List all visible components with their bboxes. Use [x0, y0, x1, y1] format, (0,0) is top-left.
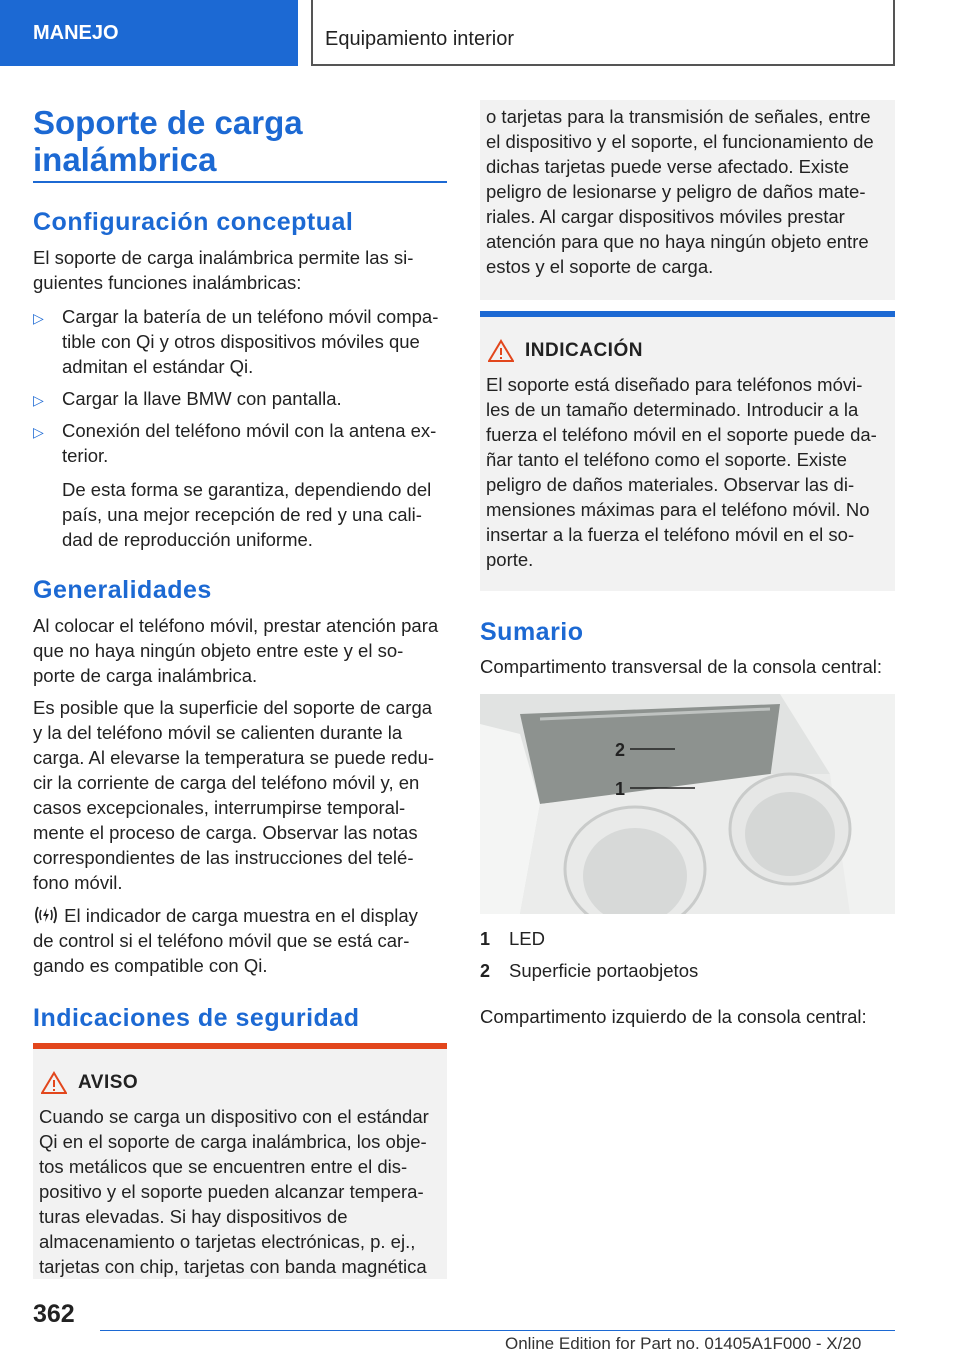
legend-label: Superficie portaobjetos: [509, 960, 699, 981]
bullet-triangle-icon: ▷: [33, 424, 44, 440]
general-paragraph-3: El indicador de carga muestra en el display de control si el teléfono móvil que se está car- gando es compatible con Qi.: [33, 905, 418, 976]
config-intro: El soporte de carga inalámbrica permite las si- guientes funciones inalámbricas:: [33, 247, 414, 293]
title-rule: [33, 181, 447, 183]
callout-2: 2: [615, 740, 626, 760]
warning-text-continued: o tarjetas para la transmisión de señales, entre el dispositivo y el soporte, el funcionamiento de dichas tarjetas puede verse afectado. Existe peligro de lesionarse y peligro de daños mate- riales. Al cargar dispositivos móviles prestar atención para que no haya ningún objeto entre estos y el soporte de carga.: [486, 106, 874, 277]
legend-label: LED: [509, 928, 545, 949]
warning-box-continued: [480, 100, 895, 300]
warning-bar: [33, 1043, 447, 1049]
wireless-charging-icon: [33, 905, 59, 925]
general-paragraph-2: Es posible que la superficie del soporte de carga y la del teléfono móvil se calienten durante la carga. Al elevarse la temperatura se puede redu- cir la corriente de carga del teléfono móvil y, en casos excepcionales, interrumpirse temporal- mente el proceso de carga. Observar las notas correspondientes de las instrucciones del telé- fono móvil.: [33, 697, 435, 893]
list-item: Cargar la batería de un teléfono móvil compa- tible con Qi y otros dispositivos móviles que admitan el estándar Qi.: [62, 306, 439, 377]
summary-caption-1: Compartimento transversal de la consola central:: [480, 656, 883, 677]
chapter-title: Equipamiento interior: [325, 28, 514, 50]
page-number: 362: [33, 1300, 75, 1328]
section-heading-config: Configuración conceptual: [33, 208, 354, 236]
note-label: INDICACIÓN: [525, 340, 643, 361]
header-divider: [311, 0, 313, 66]
section-heading-general: Generalidades: [33, 576, 212, 604]
section-tab: MANEJO: [0, 0, 298, 66]
console-photo: [480, 694, 895, 914]
header-divider: [893, 0, 895, 66]
note-text: El soporte está diseñado para teléfonos móvi- les de un tamaño determinado. Introducir a la fuerza el teléfono móvil en el soporte puede da- ñar tanto el teléfono como el soporte. Existe peligro de daños materiales. Observar las di- mensiones máximas para el teléfono móvil. No insertar a la fuerza el teléfono móvil en el so- porte.: [486, 374, 877, 570]
callout-1: 1: [615, 779, 626, 799]
footer-rule: [100, 1330, 895, 1331]
warning-triangle-icon: [41, 1071, 67, 1095]
section-heading-summary: Sumario: [480, 618, 584, 646]
list-item: Conexión del teléfono móvil con la antena ex- terior.: [62, 420, 437, 466]
list-item: Cargar la llave BMW con pantalla.: [62, 388, 342, 409]
note-bar: [480, 311, 895, 317]
bullet-triangle-icon: ▷: [33, 392, 44, 408]
note-box: [480, 311, 895, 591]
legend-number: 2: [480, 961, 491, 981]
header-rule: [311, 64, 895, 66]
legend-number: 1: [480, 929, 491, 949]
list-item-note: De esta forma se garantiza, dependiendo del país, una mejor recepción de red y una cali- dad de reproducción uniforme.: [62, 479, 432, 550]
summary-caption-2: Compartimento izquierdo de la consola central:: [480, 1006, 867, 1027]
warning-triangle-icon: [488, 339, 514, 363]
bullet-triangle-icon: ▷: [33, 310, 44, 326]
warning-box: [33, 1043, 447, 1279]
warning-label: AVISO: [78, 1072, 139, 1093]
page-title: Soporte de carga inalámbrica: [33, 104, 303, 178]
section-heading-safety: Indicaciones de seguridad: [33, 1004, 360, 1032]
console-illustration: [480, 694, 895, 914]
general-paragraph-1: Al colocar el teléfono móvil, prestar atención para que no haya ningún objeto entre este y el so- porte de carga inalámbrica.: [33, 615, 439, 686]
warning-text: Cuando se carga un dispositivo con el estándar Qi en el soporte de carga inalámbrica, los obje- tos metálicos que se encuentren entre el dis- positivo y el soporte pueden alcanzar tempera- turas elevadas. Si hay dispositivos de almacenamiento o tarjetas electrónicas, p. ej., tarjetas con chip, tarjetas con banda magnética: [39, 1106, 429, 1277]
edition-note: Online Edition for Part no. 01405A1F000 - X/20: [505, 1334, 862, 1353]
